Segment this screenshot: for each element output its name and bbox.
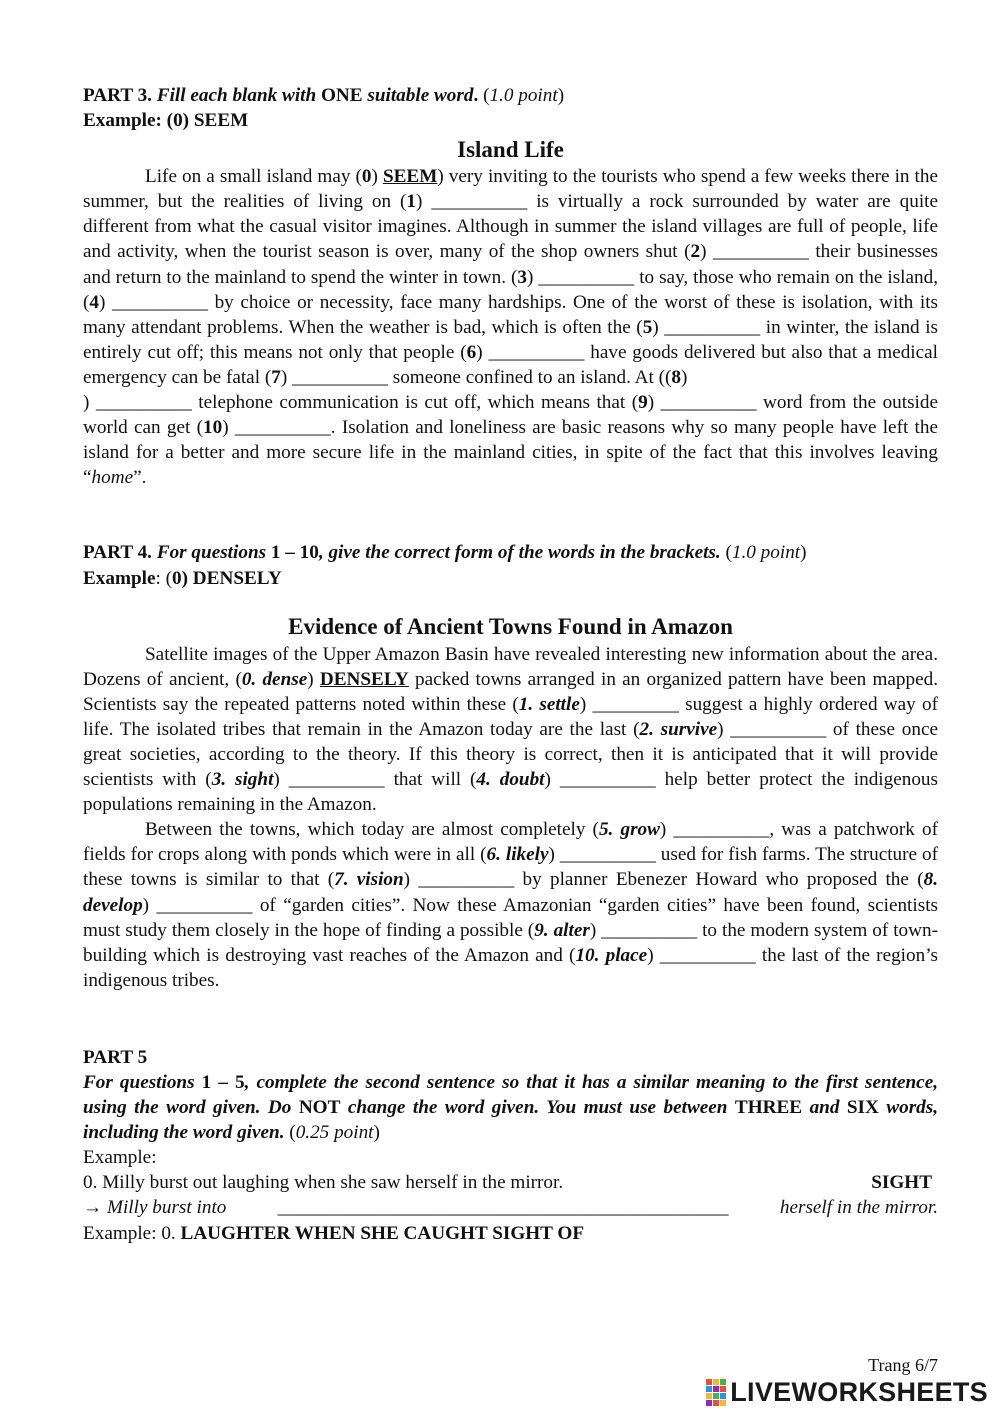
keyword: SIGHT (871, 1172, 932, 1194)
page-number: Trang 6/7 (868, 1355, 938, 1375)
part5-example-rewrite: → Milly burst into _______________________________________________ herself in the mirror. (83, 1195, 938, 1220)
part5-answer: Example: 0. LAUGHTER WHEN SHE CAUGHT SIGHT OF (83, 1222, 585, 1244)
brand-text: LIVEWORKSHEETS (730, 1376, 988, 1407)
part4-paragraph-1: Satellite images of the Upper Amazon Basin have revealed interesting new information about the area. Dozens of ancient, (0. dense) DENSELY packed towns arranged in an organized pattern have been mapped. Scientists say the repeated patterns noted within these (1. settle) _________ suggest a highly ordered way of life. The isolated tribes that remain in the Amazon today are the last (2. survive) __________ of these once great societies, according to the theory. If this theory is correct, then it is anticipated that it will provide scientists with (3. sight) __________ that will (4. doubt) __________ help better protect the indigenous populations remaining in the Amazon. (83, 643, 938, 816)
part5-heading: PART 5 (83, 1046, 148, 1068)
part4-paragraph-2: Between the towns, which today are almost completely (5. grow) __________, was a patchwork of fields for crops along with ponds which were in all (6. likely) __________ used for fish farms. The structure of these towns is similar to that (7. vision) __________ by planner Ebenezer Howard who proposed the (8. develop) __________ of “garden cities”. Now these Amazonian “garden cities” have been found, scientists must study them closely in the hope of finding a possible (9. alter) __________ to the modern system of town-building which is destroying vast reaches of the Amazon and (10. place) __________ the last of the region’s indigenous tribes. (83, 819, 939, 991)
logo-grid-icon (706, 1379, 726, 1406)
part3-example: Example: (0) SEEM (83, 110, 249, 132)
answer-blank: _______________________________________________ (277, 1197, 729, 1219)
part5-instruction: For questions 1 – 5, complete the second sentence so that it has a similar meaning to the first sentence, using the word given. Do NOT change the word given. You must use between THREE and SIX words, including the word given. (0.25 point) (83, 1072, 939, 1144)
part5-example-sentence: 0. Milly burst out laughing when she saw herself in the mirror. SIGHT (83, 1170, 938, 1195)
part4-example: Example: (0) DENSELY (83, 567, 282, 589)
part3-passage: Life on a small island may (0) SEEM) very inviting to the tourists who spend a few weeks there in the summer, but the realities of living on (1) __________ is virtually a rock surrounded by water are quite different from what the casual visitor imagines. Although in summer the island villages are full of people, life and activity, when the tourist season is over, many of the shop owners shut (2) __________ their businesses and return to the mainland to spend the winter in town. (3) __________ to say, those who remain on the island, (4) __________ by choice or necessity, face many hardships. One of the worst of these is isolation, with its many attendant problems. When the weather is bad, which is often the (5) __________ in winter, the island is entirely cut off; this means not only that people (6) __________ have goods delivered but also that a medical emergency can be fatal (7) __________ someone confined to an island. At ((8) ) __________ telephone communication is cut off, which means that (9) __________ word from the outside world can get (10) __________. Isolation and loneliness are basic reasons why so many people have left the island for a better and more secure life in the mainland cities, in spite of the fact that this involves leaving “home”. (83, 166, 939, 489)
part3-heading: PART 3. Fill each blank with ONE suitable word. (1.0 point) (83, 85, 565, 106)
liveworksheets-logo (706, 1377, 988, 1407)
part4-title: Evidence of Ancient Towns Found in Amazon (288, 613, 733, 639)
part5-example-label: Example: (83, 1147, 157, 1169)
worksheet-page (83, 83, 938, 1246)
part3-title: Island Life (457, 137, 564, 163)
part4-heading: PART 4. For questions 1 – 10, give the correct form of the words in the brackets. (1.0 point) (83, 542, 807, 564)
